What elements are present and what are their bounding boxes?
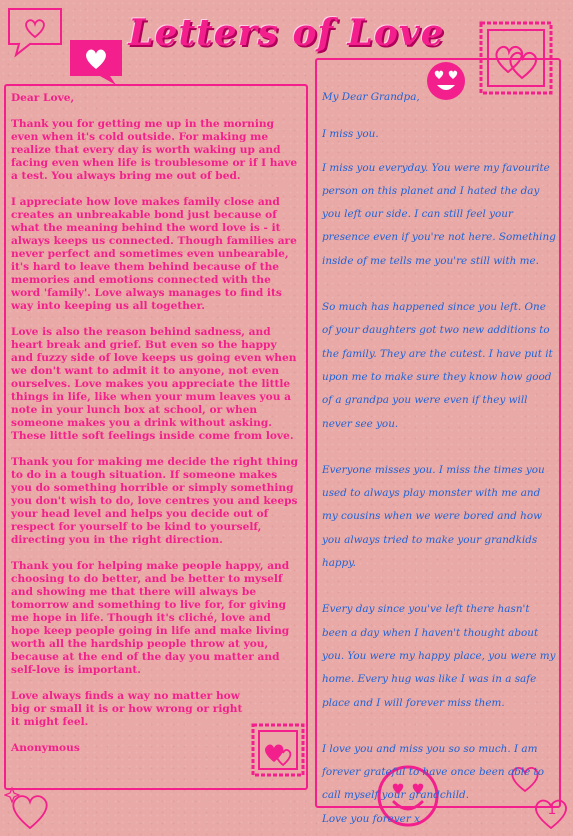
right-letter-text bbox=[322, 86, 558, 831]
right-letter-paragraph: So much has happened since you left. One of your daughters got two new additions to the family. They are the cutest. I have put it upon me to make sure they know how good of a grandpa you were even if they will never see you. bbox=[322, 301, 553, 430]
heart-speech-bubble-outline-icon bbox=[6, 6, 64, 58]
page-number: 1 bbox=[547, 802, 557, 818]
left-letter-paragraph: Love is also the reason behind sadness, and heart break and grief. But even so the happy and fuzzy side of love keeps us going even when we don't want to admit it to anyone, not even ourselves. Love makes you appreciate the little things in life, like when your mum leaves you a note in your lunch box at school, or when someone makes you a drink without asking. These little soft feelings inside come from love. bbox=[11, 326, 297, 442]
right-letter-paragraph: I love you and miss you so so much. I am forever grateful to have once been able to call myself your grandchild. bbox=[322, 742, 544, 802]
right-letter-greeting: My Dear Grandpa, bbox=[322, 91, 420, 103]
left-letter-signature: Anonymous bbox=[11, 742, 80, 754]
left-letter-paragraph: Thank you for getting me up in the morning even when it's cold outside. For making me realize that every day is worth waking up and facing even when life is troublesome or if I have a test. You always bring me out of bed. bbox=[11, 118, 298, 182]
right-letter-paragraph: I miss you. bbox=[322, 128, 379, 141]
left-letter-greeting: Dear Love, bbox=[11, 92, 75, 104]
right-letter-paragraph: I miss you everyday. You were my favourite person on this planet and I hated the day you left our side. I can still feel your presence even if you're not here. Something inside of me tells me you're still with me. bbox=[322, 161, 556, 267]
left-letter-paragraph: I appreciate how love makes family close and creates an unbreakable bond just because of what the meaning behind the word love is - it always keeps us connected. Though families are never perfect and sometimes even unbearable, it's hard to leave them behind because of the memories and emotions connected with the word 'family'. Love always manages to find its way into keeping us all together. bbox=[11, 196, 297, 312]
left-letter-paragraph: Thank you for making me decide the right thing to do in a tough situation. If someone makes you do something horrible or simply something you don't wish to do, love centres you and keeps your head level and helps you decide out of respect for yourself to be kind to yourself, directing you in the right direction. bbox=[11, 456, 299, 546]
heart-speech-bubble-filled-icon bbox=[68, 38, 124, 86]
left-letter-text bbox=[11, 92, 299, 768]
sparkle-heart-outline-icon bbox=[4, 782, 56, 834]
page-title: Letters of Love bbox=[128, 12, 445, 54]
right-letter-paragraph: Everyone misses you. I miss the times you used to always play monster with me and my cousins when we were bored and how you always tried to make your grandkids happy. bbox=[322, 463, 545, 570]
left-letter-paragraph: Thank you for helping make people happy, and choosing to do better, and be better to myself and showing me that there will always be tomorrow and something to live for, for giving me hope in life. Though it's cliché, love and hope keep people going in life and make living worth all the hardship people throw at you, because at the end of the day you matter and self-love is important. bbox=[11, 560, 290, 676]
left-letter-paragraph: Love always finds a way no matter how big or small it is or how wrong or right it might feel. bbox=[11, 690, 243, 728]
right-letter-paragraph: Every day since you've left there hasn't been a day when I haven't thought about you. You were my happy place, you were my home. Every hug was like I was in a safe place and I will forever miss them. bbox=[322, 603, 556, 709]
heart-stamp-icon bbox=[478, 20, 554, 96]
right-letter-signoff: Love you forever x bbox=[322, 812, 420, 825]
